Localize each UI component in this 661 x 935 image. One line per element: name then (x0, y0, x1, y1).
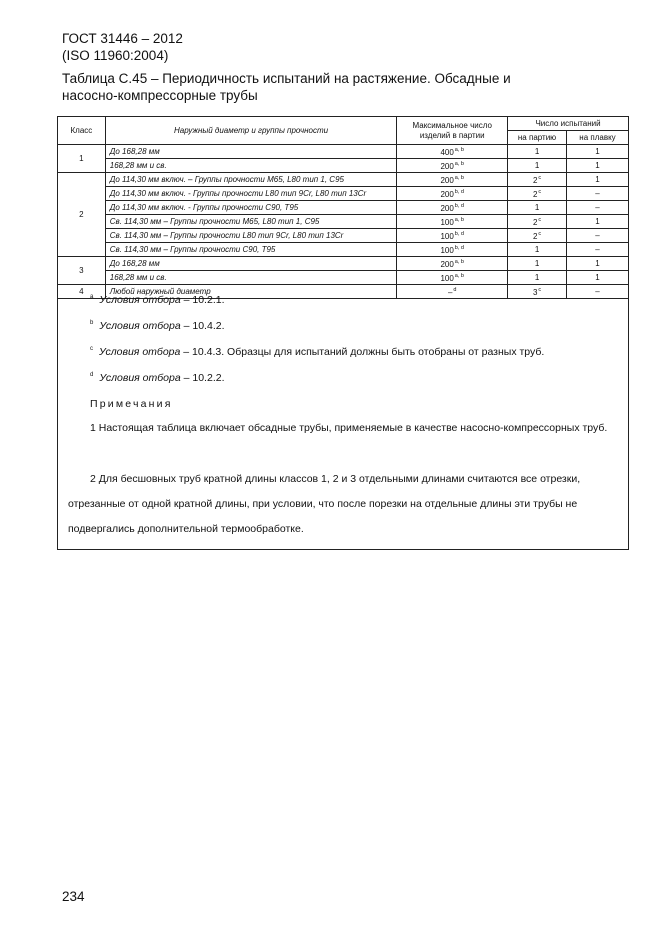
cell-max-lot (397, 243, 508, 257)
max-lot-footnote-ref: b, d (454, 244, 464, 251)
cell-max-lot (397, 271, 508, 285)
cell-per-lot (508, 187, 567, 201)
footnote-b (90, 320, 225, 332)
standard-code: ГОСТ 31446 – 2012 (62, 31, 183, 46)
per-lot-footnote-ref: c (538, 230, 542, 237)
cell-per-heat: 1 (567, 257, 629, 271)
header-description: Наружный диаметр и группы прочности (105, 117, 397, 145)
cell-per-lot (508, 243, 567, 257)
max-lot-value: 400 (440, 147, 454, 157)
table-row (58, 145, 629, 159)
cell-class: 2 (58, 173, 106, 257)
cell-class: 3 (58, 257, 106, 285)
max-lot-value: 200 (440, 203, 454, 213)
cell-max-lot (397, 187, 508, 201)
max-lot-value: 100 (440, 273, 454, 283)
footnote-label: Условия отбора (99, 294, 181, 306)
footnote-text: – 10.4.2. (180, 320, 225, 332)
footnote-text: – 10.2.1. (180, 294, 225, 306)
per-lot-footnote-ref: c (538, 286, 542, 293)
cell-description: Св. 114,30 мм – Группы прочности М65, L80 тип 1, С95 (105, 215, 397, 229)
cell-per-lot (508, 285, 567, 299)
per-lot-value: 2 (532, 189, 538, 199)
iso-code: (ISO 11960:2004) (62, 48, 169, 63)
cell-max-lot (397, 229, 508, 243)
footnote-text: – 10.4.3. Образцы для испытаний должны быть отобраны от разных труб. (180, 346, 545, 358)
max-lot-value: 200 (440, 189, 454, 199)
cell-description: До 114,30 мм включ. – Группы прочности М65, L80 тип 1, С95 (105, 173, 397, 187)
per-lot-footnote-ref: c (538, 216, 542, 223)
cell-per-lot (508, 257, 567, 271)
header-max-lot: Максимальное число изделий в партии (397, 117, 508, 145)
max-lot-footnote-ref: b, d (454, 202, 464, 209)
cell-max-lot (397, 215, 508, 229)
max-lot-value: 200 (440, 161, 454, 171)
header-per-heat: на плавку (567, 131, 629, 145)
per-lot-footnote-ref: c (538, 188, 542, 195)
footnote-label: Условия отбора (99, 346, 181, 358)
per-lot-value: 1 (534, 203, 540, 212)
table-row (58, 271, 629, 285)
cell-description: До 168,28 мм (105, 145, 397, 159)
footnote-c (90, 346, 544, 358)
cell-per-heat: – (567, 285, 629, 299)
cell-per-lot (508, 145, 567, 159)
per-lot-value: 2 (532, 231, 538, 241)
cell-description: До 114,30 мм включ. - Группы прочности С90, Т95 (105, 201, 397, 215)
table-row (58, 159, 629, 173)
table-row (58, 257, 629, 271)
footnote-mark: c (90, 346, 93, 352)
footnote-a (90, 294, 225, 306)
max-lot-footnote-ref: a, b (454, 146, 464, 153)
cell-class: 1 (58, 145, 106, 173)
footnote-label: Условия отбора (99, 320, 181, 332)
cell-class: 4 (58, 285, 106, 299)
max-lot-value: 200 (440, 259, 454, 269)
note-2: 2 Для бесшовных труб кратной длины классов 1, 2 и 3 отдельными длинами считаются все отрезки, отрезанные от одной кратной длины, при условии, что после порезки на отдельные длины эти трубы не подвергались дополнительной термообработке. (68, 473, 581, 535)
footnote-mark: a (90, 294, 94, 300)
per-lot-value: 2 (532, 217, 538, 227)
cell-per-lot (508, 271, 567, 285)
per-lot-value: 1 (534, 259, 540, 268)
table-row (58, 229, 629, 243)
cell-per-heat: – (567, 243, 629, 257)
cell-description: 168,28 мм и св. (105, 271, 397, 285)
footnote-mark: d (90, 372, 94, 378)
max-lot-value: 100 (440, 231, 454, 241)
caption-line-2: насосно-компрессорные трубы (62, 88, 258, 103)
cell-per-lot (508, 159, 567, 173)
tensile-test-table (57, 116, 629, 299)
max-lot-footnote-ref: b, d (454, 230, 464, 237)
cell-max-lot (397, 285, 508, 299)
header-class: Класс (58, 117, 106, 145)
cell-max-lot (397, 257, 508, 271)
per-lot-value: 2 (532, 175, 538, 185)
max-lot-footnote-ref: a, b (454, 216, 464, 223)
cell-description: Св. 114,30 мм – Группы прочности L80 тип 9Cr, L80 тип 13Cr (105, 229, 397, 243)
per-lot-value: 1 (534, 161, 540, 170)
cell-per-heat: 1 (567, 173, 629, 187)
max-lot-value: – (447, 287, 453, 297)
cell-per-lot (508, 173, 567, 187)
note-1: 1 Настоящая таблица включает обсадные трубы, применяемые в качестве насосно-компрессорных труб. (90, 422, 608, 434)
max-lot-footnote-ref: a, b (454, 272, 464, 279)
cell-per-heat: – (567, 229, 629, 243)
per-lot-value: 1 (534, 273, 540, 282)
max-lot-value: 100 (440, 217, 454, 227)
max-lot-footnote-ref: a, b (454, 160, 464, 167)
cell-description: Св. 114,30 мм – Группы прочности С90, Т95 (105, 243, 397, 257)
cell-description: До 168,28 мм (105, 257, 397, 271)
header-tests: Число испытаний (508, 117, 629, 131)
page-number: 234 (62, 889, 85, 904)
table-row (58, 215, 629, 229)
cell-per-lot (508, 215, 567, 229)
max-lot-value: 100 (440, 245, 454, 255)
caption-line-1: Таблица С.45 – Периодичность испытаний на растяжение. Обсадные и (62, 71, 511, 86)
cell-max-lot (397, 159, 508, 173)
cell-per-lot (508, 201, 567, 215)
cell-description: Любой наружный диаметр (105, 285, 397, 299)
max-lot-value: 200 (440, 175, 454, 185)
per-lot-value: 1 (534, 147, 540, 156)
table-row (58, 243, 629, 257)
max-lot-footnote-ref: d (453, 286, 457, 293)
cell-per-heat: 1 (567, 159, 629, 173)
cell-max-lot (397, 145, 508, 159)
max-lot-footnote-ref: b, d (454, 188, 464, 195)
footnote-d (90, 372, 225, 384)
notes-title: Примечания (90, 398, 173, 410)
table-row (58, 201, 629, 215)
table-row (58, 173, 629, 187)
cell-per-heat: 1 (567, 145, 629, 159)
cell-per-heat: – (567, 187, 629, 201)
footnote-mark: b (90, 320, 94, 326)
per-lot-footnote-ref: c (538, 174, 542, 181)
per-lot-value: 3 (532, 287, 538, 297)
cell-description: 168,28 мм и св. (105, 159, 397, 173)
footnote-label: Условия отбора (99, 372, 181, 384)
footnote-text: – 10.2.2. (180, 372, 225, 384)
per-lot-value: 1 (534, 245, 540, 254)
cell-per-heat: 1 (567, 215, 629, 229)
cell-description: До 114,30 мм включ. - Группы прочности L80 тип 9Cr, L80 тип 13Cr (105, 187, 397, 201)
table-caption (62, 70, 622, 104)
cell-per-heat: 1 (567, 271, 629, 285)
cell-max-lot (397, 201, 508, 215)
cell-per-lot (508, 229, 567, 243)
header-per-lot: на партию (508, 131, 567, 145)
cell-max-lot (397, 173, 508, 187)
cell-per-heat: – (567, 201, 629, 215)
table-row (58, 187, 629, 201)
max-lot-footnote-ref: a, b (454, 174, 464, 181)
max-lot-footnote-ref: a, b (454, 258, 464, 265)
